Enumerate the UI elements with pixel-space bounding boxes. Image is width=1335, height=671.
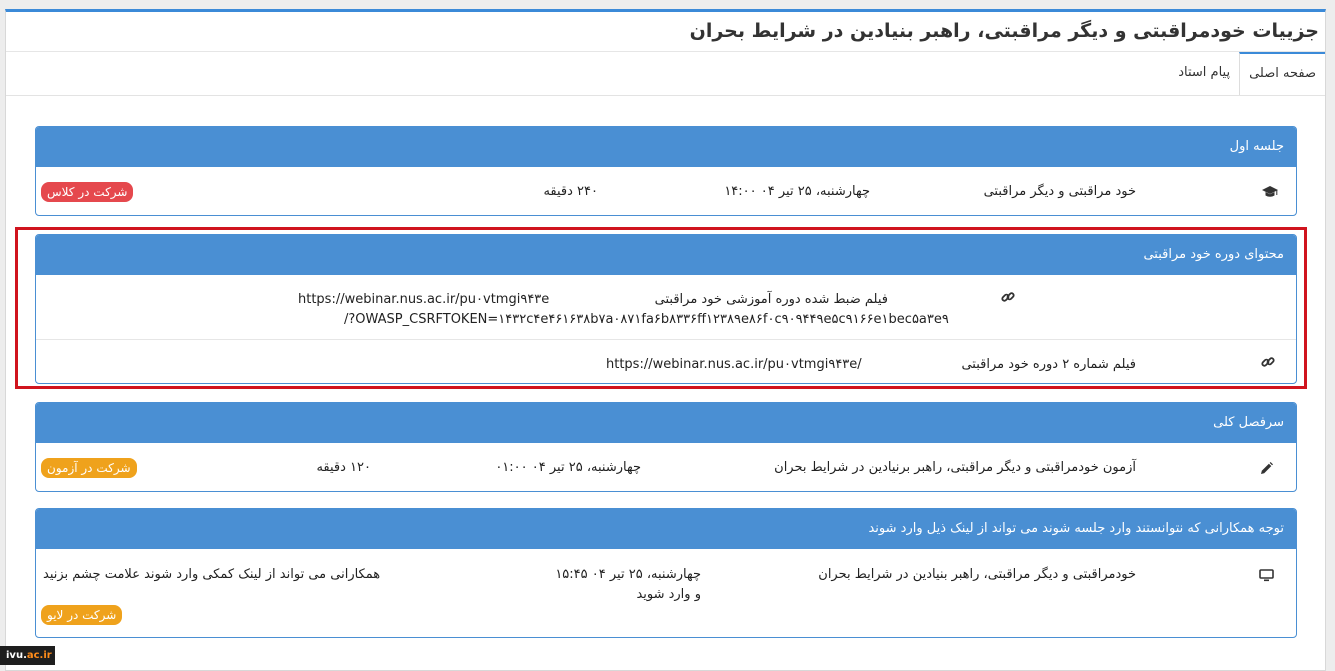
pencil-icon	[1258, 460, 1274, 476]
overview-header: سرفصل کلی	[36, 403, 1296, 443]
link-icon[interactable]	[1000, 289, 1016, 305]
notice-note: همکارانی می تواند از لینک کمکی وارد شوند علامت چشم بزنید	[43, 567, 381, 582]
notice-panel	[35, 508, 1297, 638]
join-exam-button[interactable]: شرکت در آزمون	[41, 458, 137, 478]
course-details-page	[5, 9, 1326, 671]
notice-header: توجه همکارانی که نتوانستند وارد جلسه شوند می تواند از لینک ذیل وارد شوند	[36, 509, 1296, 549]
session1-row	[36, 167, 1296, 215]
content-item-title: فیلم شماره ۲ دوره خود مراقبتی	[961, 357, 1136, 372]
session1-panel	[35, 126, 1297, 216]
session1-duration: ۲۴۰ دقیقه	[543, 184, 598, 199]
tab-teacher-message[interactable]: پیام استاد	[1178, 65, 1231, 80]
overview-title: آزمون خودمراقبتی و دیگر مراقبتی، راهبر برنیادین در شرایط بحران	[774, 460, 1136, 475]
logo-text: ivu.	[6, 650, 27, 661]
overview-duration: ۱۲۰ دقیقه	[316, 460, 371, 475]
tab-bar	[6, 52, 1325, 96]
page-title: جزییات خودمراقبتی و دیگر مراقبتی، راهبر بنیادین در شرایط بحران	[6, 12, 1325, 52]
notice-title: خودمراقبتی و دیگر مراقبتی، راهبر بنیادین در شرایط بحران	[818, 567, 1136, 582]
notice-datetime-suffix: و وارد شوید	[636, 587, 701, 602]
notice-row	[36, 549, 1296, 637]
session1-header: جلسه اول	[36, 127, 1296, 167]
content-item-url-line2[interactable]: /?OWASP_CSRFTOKEN=۱۴۳۲c۴e۴۶۱۶۳۸b۷a۰۸۷۱fa۶b۸۳۳۶ff۱۲۳۸۹e۸۶f۰c۹۰۹۴۴۹e۵c۹۱۶۶e۱bec۵a۳e۹	[344, 312, 949, 327]
graduation-cap-icon	[1262, 184, 1278, 200]
notice-datetime: چهارشنبه، ۲۵ تیر ۰۴ ۱۵:۴۵	[555, 567, 701, 582]
join-live-button[interactable]: شرکت در لایو	[41, 605, 122, 625]
session1-datetime: چهارشنبه، ۲۵ تیر ۰۴ ۱۴:۰۰	[724, 184, 870, 199]
content-item-row	[36, 275, 1296, 339]
session1-title: خود مراقبتی و دیگر مراقبتی	[983, 184, 1136, 199]
overview-row	[36, 443, 1296, 491]
monitor-icon	[1258, 567, 1274, 583]
overview-datetime: چهارشنبه، ۲۵ تیر ۰۴ ۰۱:۰۰	[495, 460, 641, 475]
logo-domain: ac.ir	[26, 650, 52, 661]
link-icon[interactable]	[1260, 354, 1276, 370]
content-panel	[35, 234, 1297, 384]
tab-home[interactable]: صفحه اصلی	[1239, 52, 1325, 95]
site-logo	[0, 646, 55, 665]
content-item-url[interactable]: https://webinar.nus.ac.ir/pu۰vtmgi۹۴۳e/	[606, 357, 862, 372]
overview-panel	[35, 402, 1297, 492]
content-item-row	[36, 339, 1296, 383]
content-item-title: فیلم ضبط شده دوره آموزشی خود مراقبتی	[654, 292, 888, 307]
content-header: محتوای دوره خود مراقبتی	[36, 235, 1296, 275]
content-item-url-line1[interactable]: https://webinar.nus.ac.ir/pu۰vtmgi۹۴۳e	[298, 292, 550, 307]
join-class-button[interactable]: شرکت در کلاس	[41, 182, 133, 202]
